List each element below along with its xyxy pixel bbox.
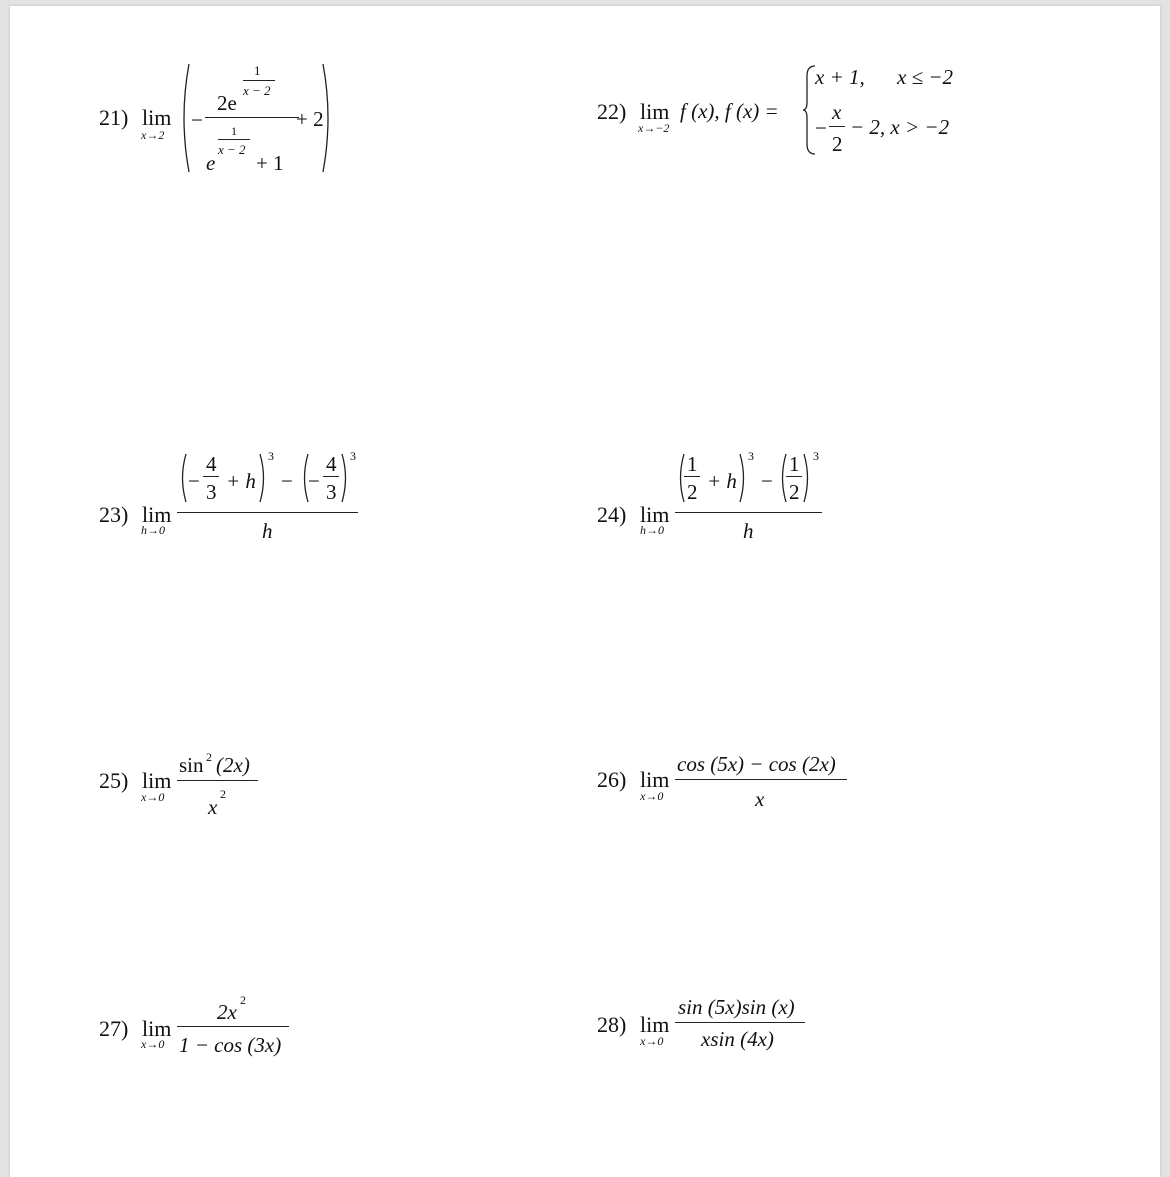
exponent-denominator: x − 2 xyxy=(243,83,271,98)
case-2-denominator: 2 xyxy=(832,132,843,156)
right-paren-1 xyxy=(258,452,268,504)
problem-number: 21) xyxy=(99,105,129,130)
minus-sign: − xyxy=(191,108,203,132)
lim-subscript: h→0 xyxy=(141,523,165,537)
lim-subscript: x→−2 xyxy=(638,121,670,135)
bottom-exponent-fraction-bar xyxy=(218,139,250,140)
exponent-2: 3 xyxy=(350,449,356,463)
fraction-2-denominator: 3 xyxy=(326,480,337,504)
problem-number: 25) xyxy=(99,768,129,793)
denominator: x xyxy=(755,787,765,811)
minus-sign-middle: − xyxy=(761,469,773,493)
problem-number: 22) xyxy=(597,99,627,124)
exponent-1: 3 xyxy=(268,449,274,463)
worksheet-page xyxy=(10,6,1160,1177)
numerator-argument: (2x) xyxy=(216,753,250,777)
lim-operator: lim xyxy=(142,105,172,130)
lim-subscript: h→0 xyxy=(640,523,664,537)
fraction-2-bar xyxy=(786,476,802,477)
exponent-fraction-bar xyxy=(243,80,275,81)
fraction-2-numerator: 1 xyxy=(789,452,800,476)
main-fraction-bar xyxy=(675,779,847,780)
denominator: h xyxy=(743,519,754,543)
denominator-base: e xyxy=(206,151,216,175)
denominator-variable: x xyxy=(208,795,218,819)
right-paren-2 xyxy=(802,452,812,504)
main-fraction-bar xyxy=(675,512,822,513)
exponent-numerator: 1 xyxy=(254,63,261,78)
fraction-1-denominator: 3 xyxy=(206,480,217,504)
case-1-condition: x ≤ −2 xyxy=(897,65,954,89)
main-fraction-bar xyxy=(177,780,258,781)
numerator: sin (5x)sin (x) xyxy=(678,995,795,1019)
minus-sign-middle: − xyxy=(281,469,293,493)
denominator-exponent: 2 xyxy=(220,787,226,801)
case-2-minus: − xyxy=(815,116,827,140)
left-paren-2 xyxy=(778,452,788,504)
fraction-2-bar xyxy=(323,476,339,477)
lim-subscript: x→0 xyxy=(640,789,664,803)
lim-subscript: x→0 xyxy=(141,1037,165,1051)
exponent-2: 3 xyxy=(813,449,819,463)
problem-number: 27) xyxy=(99,1016,129,1041)
numerator-exponent: 2 xyxy=(206,750,212,764)
main-fraction-bar xyxy=(177,1026,289,1027)
lim-subscript: x→2 xyxy=(141,128,165,142)
left-paren-1 xyxy=(676,452,686,504)
bottom-exponent-denominator: x − 2 xyxy=(218,142,246,157)
denominator: xsin (4x) xyxy=(701,1027,774,1051)
right-paren xyxy=(321,62,335,174)
numerator-coefficient: 2e xyxy=(217,91,237,115)
fraction-1-bar xyxy=(203,476,219,477)
case-2-rest: − 2, x > −2 xyxy=(850,115,950,139)
bottom-exponent-numerator: 1 xyxy=(231,124,237,138)
lim-operator: lim xyxy=(640,99,670,124)
fraction-1-numerator: 4 xyxy=(206,452,217,476)
fraction-1-bar xyxy=(684,476,700,477)
lim-subscript: x→0 xyxy=(141,790,165,804)
problem-number: 28) xyxy=(597,1012,627,1037)
left-paren-1 xyxy=(178,452,188,504)
problem-number: 24) xyxy=(597,502,627,527)
minus-sign-2: − xyxy=(308,469,320,493)
case-1-expression: x + 1, xyxy=(815,65,865,89)
numerator: 2x xyxy=(217,1000,237,1024)
plus-two: + 2 xyxy=(296,107,324,131)
plus-h: + h xyxy=(707,469,737,493)
left-paren xyxy=(177,62,191,174)
problem-number: 26) xyxy=(597,767,627,792)
minus-sign-1: − xyxy=(188,469,200,493)
fraction-1-denominator: 2 xyxy=(687,480,698,504)
denominator: h xyxy=(262,519,273,543)
fraction-2-numerator: 4 xyxy=(326,452,337,476)
numerator: cos (5x) − cos (2x) xyxy=(677,752,836,776)
plus-h: + h xyxy=(226,469,256,493)
lim-operator: lim xyxy=(142,768,172,793)
numerator-function: sin xyxy=(179,753,204,777)
problem-number: 23) xyxy=(99,502,129,527)
main-fraction-bar xyxy=(205,117,299,118)
lim-operator: lim xyxy=(142,1016,172,1041)
numerator-exponent: 2 xyxy=(240,993,246,1007)
fraction-2-denominator: 2 xyxy=(789,480,800,504)
fraction-1-numerator: 1 xyxy=(687,452,698,476)
lim-operator: lim xyxy=(640,767,670,792)
main-fraction-bar xyxy=(177,512,358,513)
denominator: 1 − cos (3x) xyxy=(179,1033,282,1057)
case-2-numerator: x xyxy=(832,100,842,124)
function-definition: f (x), f (x) = xyxy=(680,99,779,123)
exponent-1: 3 xyxy=(748,449,754,463)
lim-operator: lim xyxy=(640,1012,670,1037)
right-paren-1 xyxy=(738,452,748,504)
lim-subscript: x→0 xyxy=(640,1034,664,1048)
lim-operator: lim xyxy=(640,502,670,527)
denominator-plus-one: + 1 xyxy=(256,151,284,175)
main-fraction-bar xyxy=(675,1022,805,1023)
case-2-fraction-bar xyxy=(829,126,845,127)
lim-operator: lim xyxy=(142,502,172,527)
right-paren-2 xyxy=(340,452,350,504)
